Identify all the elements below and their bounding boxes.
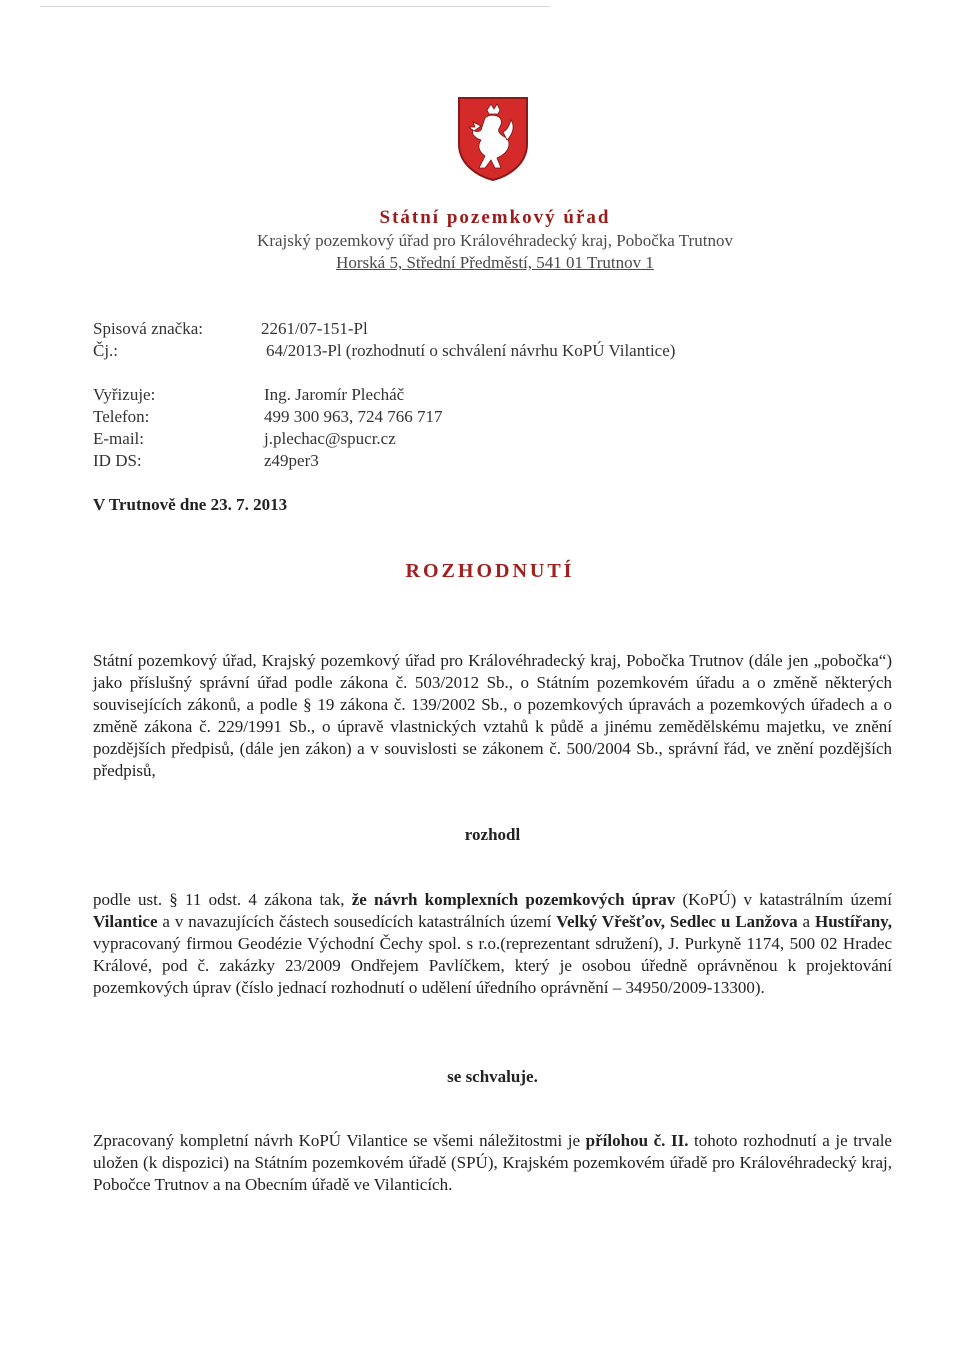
file-reference-block <box>93 318 853 366</box>
final-text-2: tohoto rozhodnutí a je trvale uložen (k dispozici) na Státním pozemkovém úřadě (SPÚ), Krajském pozemkovém úřadě pro Královéhradecký kraj, Pobočce Trutnov a na Obecním úřadě ve Vilanticích. <box>93 1131 892 1194</box>
letterhead <box>200 206 790 274</box>
intro-paragraph: Státní pozemkový úřad, Krajský pozemkový úřad pro Královéhradecký kraj, Pobočka Trutnov (dále jen „pobočka“) jako příslušný správní úřad podle zákona č. 503/2012 Sb., o Státním pozemkovém úřadu a o změně některých souvisejících zákonů, a podle § 19 zákona č. 139/2002 Sb., o pozemkových úpravách a pozemkových úřadech a o změně zákona č. 229/1991 Sb., o úpravě vlastnických vztahů k půdě a jinému zemědělskému majetku, ve znění pozdějších předpisů, (dále jen zákon) a v souvislosti se zákonem č. 500/2004 Sb., správní řád, ve znění pozdějších předpisů, <box>93 651 892 780</box>
decision-text-4: a <box>797 912 815 931</box>
organization-address: Horská 5, Střední Předměstí, 541 01 Trutnov 1 <box>336 253 654 272</box>
coat-of-arms-icon <box>457 96 529 182</box>
final-bold-1: přílohou č. II. <box>585 1131 689 1150</box>
email-value: j.plechac@spucr.cz <box>264 429 396 448</box>
spisova-value: 2261/07-151-Pl <box>261 319 368 338</box>
approved-heading: se schvaluje. <box>447 1067 538 1086</box>
telefon-value: 499 300 963, 724 766 717 <box>264 407 443 426</box>
decision-bold-4: Hustířany, <box>815 912 892 931</box>
email-label: E-mail: <box>93 429 144 448</box>
organization-name: Státní pozemkový úřad <box>379 207 611 228</box>
scan-edge-line <box>40 6 550 7</box>
cj-value: 64/2013-Pl (rozhodnutí o schválení návrhu KoPÚ Vilantice) <box>266 341 676 360</box>
ids-value: z49per3 <box>264 451 319 470</box>
final-paragraph <box>93 1130 892 1196</box>
organization-branch: Krajský pozemkový úřad pro Královéhradecký kraj, Pobočka Trutnov <box>257 231 733 250</box>
vyrizuje-value: Ing. Jaromír Plecháč <box>264 385 405 404</box>
decision-text-1: podle ust. § 11 odst. 4 zákona tak, <box>93 890 352 909</box>
decision-bold-2: Vilantice <box>93 912 158 931</box>
decision-paragraph <box>93 889 892 999</box>
decision-bold-3: Velký Vřešťov, Sedlec u Lanžova <box>556 912 798 931</box>
decision-text-5: vypracovaný firmou Geodézie Východní Čechy spol. s r.o.(reprezentant sdružení), J. Purkyně 1174, 500 02 Hradec Králové, pod č. zakázky 23/2009 Ondřejem Pavlíčkem, který je osobou úředně oprávněnou k projektování pozemkových úprav (číslo jednací rozhodnutí o udělení úředního oprávnění – 34950/2009-13300). <box>93 934 892 997</box>
contact-block <box>93 384 853 474</box>
document-title: ROZHODNUTÍ <box>405 560 575 582</box>
ids-label: ID DS: <box>93 451 142 470</box>
telefon-label: Telefon: <box>93 407 150 426</box>
cj-label: Čj.: <box>93 341 119 360</box>
decision-bold-1: že návrh komplexních pozemkových úprav <box>351 890 676 909</box>
decision-text-2: (KoPÚ) v katastrálním území <box>675 890 892 909</box>
vyrizuje-label: Vyřizuje: <box>93 385 156 404</box>
final-text-1: Zpracovaný kompletní návrh KoPÚ Vilantice se všemi náležitostmi je <box>93 1131 586 1150</box>
decision-text-3: a v navazujících částech sousedících katastrálních území <box>157 912 557 931</box>
decided-heading: rozhodl <box>464 825 521 844</box>
document-date: V Trutnově dne 23. 7. 2013 <box>93 495 288 514</box>
spisova-label: Spisová značka: <box>93 319 203 338</box>
